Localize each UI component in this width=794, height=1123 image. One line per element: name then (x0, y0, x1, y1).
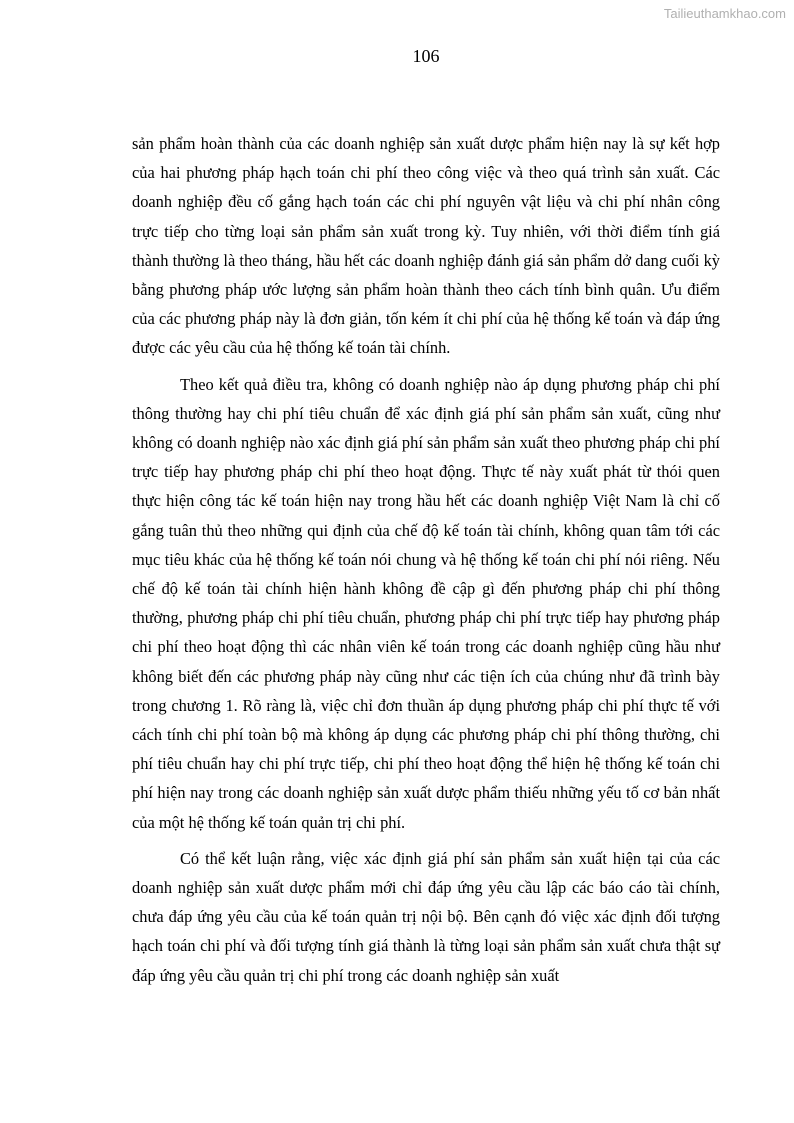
watermark-text: Tailieuthamkhao.com (663, 6, 786, 21)
paragraph: Theo kết quả điều tra, không có doanh nghiệp nào áp dụng phương pháp chi phí thông thường hay chi phí tiêu chuẩn để xác định giá phí sản phẩm sản xuất, cũng như không có doanh nghiệp nào xác định giá phí sản phẩm sản xuất theo phương pháp chi phí trực tiếp hay phương pháp chi phí theo hoạt động. Thực tế này xuất phát từ thói quen thực hiện công tác kế toán hiện nay trong hầu hết các doanh nghiệp Việt Nam là chỉ cố gắng tuân thủ theo những qui định của chế độ kế toán tài chính, không quan tâm tới các mục tiêu khác của hệ thống kế toán nói chung và hệ thống kế toán chi phí nói riêng. Nếu chế độ kế toán tài chính hiện hành không đề cập gì đến phương pháp chi phí thông thường, phương pháp chi phí tiêu chuẩn, phương pháp chi phí trực tiếp hay phương pháp chi phí theo hoạt động thì các nhân viên kế toán trong các doanh nghiệp cũng hầu như không biết đến các phương pháp này cũng như các tiện ích của chúng như đã trình bày trong chương 1. Rõ ràng là, việc chỉ đơn thuần áp dụng phương pháp chi phí thực tế với cách tính chi phí toàn bộ mà không áp dụng các phương pháp chi phí thông thường, chi phí tiêu chuẩn hay chi phí trực tiếp, chi phí theo hoạt động thể hiện hệ thống kế toán chi phí hiện nay trong các doanh nghiệp sản xuất dược phẩm thiếu những yếu tố cơ bản nhất của một hệ thống kế toán quản trị chi phí. (132, 374, 720, 832)
document-body (132, 129, 720, 997)
page-number: 106 (412, 46, 440, 66)
paragraph: sản phẩm hoàn thành của các doanh nghiệp sản xuất dược phẩm hiện nay là sự kết hợp của hai phương pháp hạch toán chi phí theo công việc và theo quá trình sản xuất. Các doanh nghiệp đều cố gắng hạch toán các chi phí nguyên vật liệu và chi phí nhân công trực tiếp cho từng loại sản phẩm sản xuất trong kỳ. Tuy nhiên, với thời điểm tính giá thành thường là theo tháng, hầu hết các doanh nghiệp đánh giá sản phẩm dở dang cuối kỳ bằng phương pháp ước lượng sản phẩm hoàn thành theo cách tính bình quân. Ưu điểm của các phương pháp này là đơn giản, tốn kém ít chi phí của hệ thống kế toán và đáp ứng được các yêu cầu của hệ thống kế toán tài chính. (132, 134, 720, 358)
paragraph: Có thể kết luận rằng, việc xác định giá phí sản phẩm sản xuất hiện tại của các doanh nghiệp sản xuất dược phẩm mới chỉ đáp ứng yêu cầu lập các báo cáo tài chính, chưa đáp ứng yêu cầu của kế toán quản trị nội bộ. Bên cạnh đó việc xác định đối tượng hạch toán chi phí và đối tượng tính giá thành là từng loại sản phẩm sản xuất chưa thật sự đáp ứng yêu cầu quản trị chi phí trong các doanh nghiệp sản xuất (132, 848, 720, 985)
